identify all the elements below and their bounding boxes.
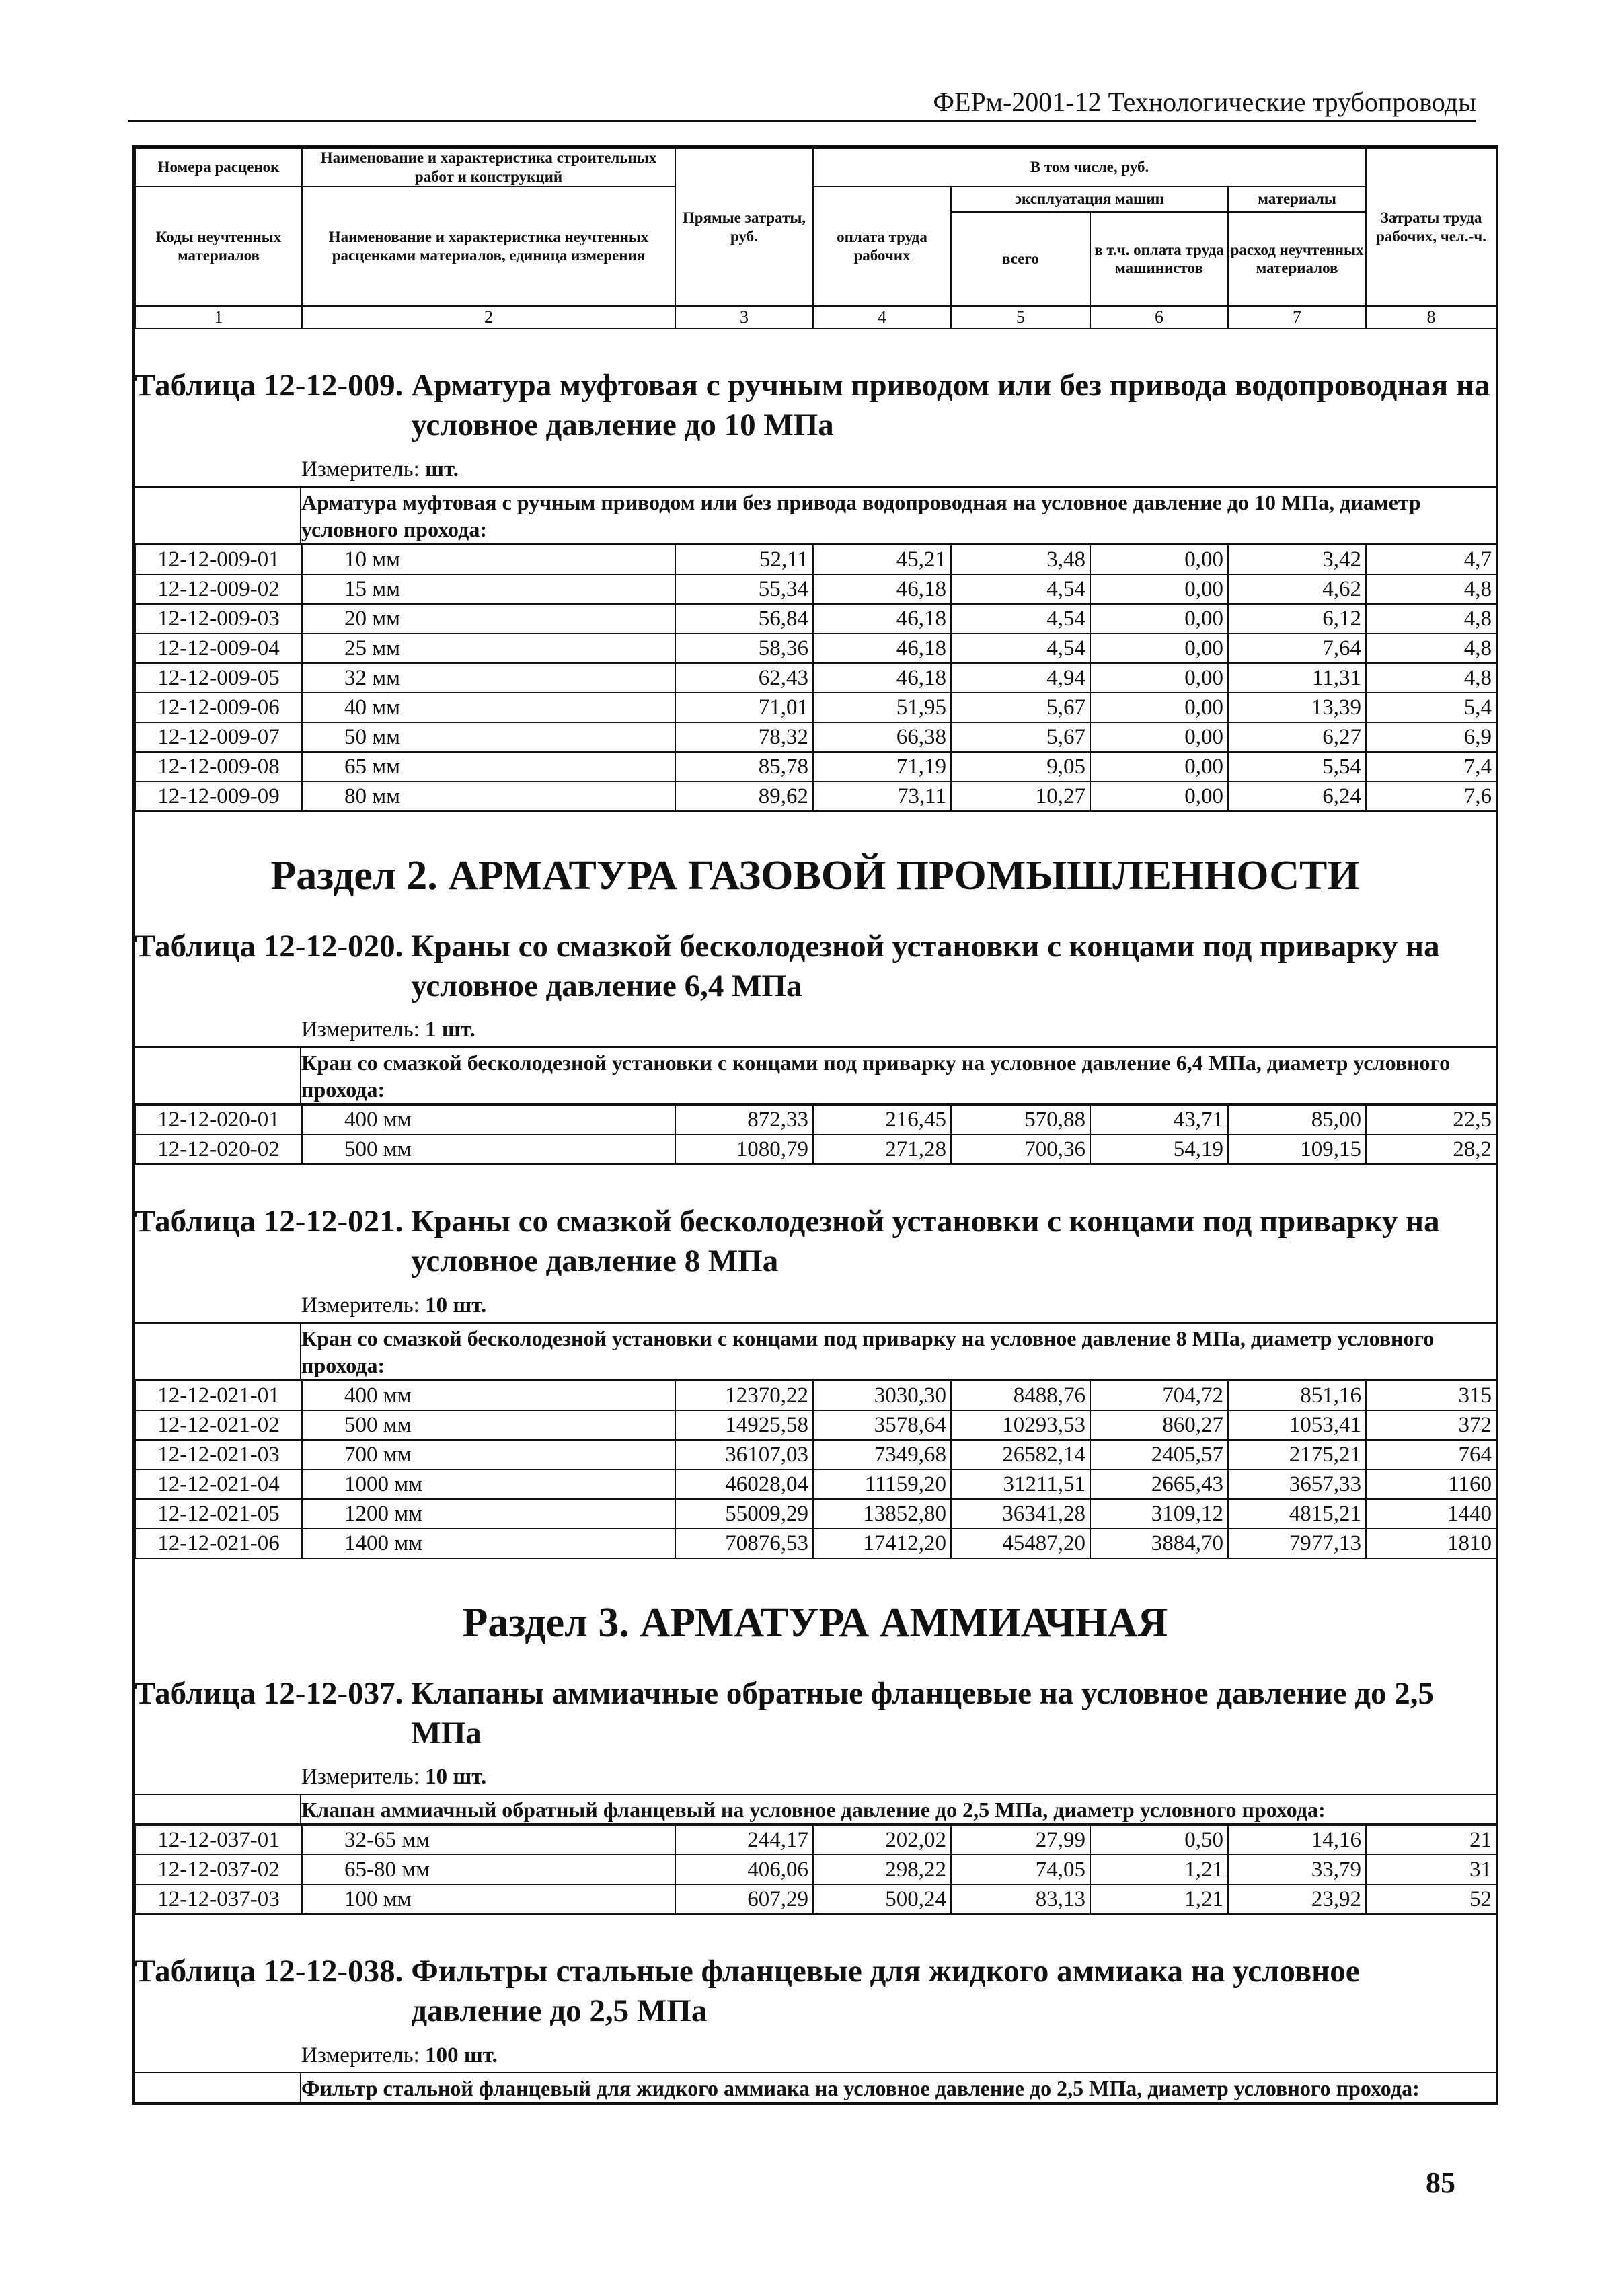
rates-table bbox=[135, 544, 1497, 812]
diameter-cell: 700 мм bbox=[302, 1440, 675, 1469]
document-frame bbox=[132, 145, 1498, 2105]
diameter-cell: 15 мм bbox=[302, 574, 675, 604]
value-cell: 70876,53 bbox=[675, 1529, 813, 1558]
table-title-text: Краны со смазкой бесколодезной установки с концами под приварку на условное давление 6,4 МПа bbox=[411, 928, 1440, 1003]
table-row bbox=[135, 1381, 1496, 1410]
table-row bbox=[135, 1135, 1496, 1164]
value-cell: 10293,53 bbox=[951, 1410, 1090, 1440]
table-number: Таблица 12-12-020. bbox=[135, 928, 404, 964]
value-cell: 83,13 bbox=[951, 1884, 1090, 1914]
rate-code-cell: 12-12-009-05 bbox=[135, 663, 302, 693]
price-table-block bbox=[135, 1915, 1496, 2103]
value-cell: 71,19 bbox=[813, 752, 951, 781]
value-cell: 14925,58 bbox=[675, 1410, 813, 1440]
col-6-header: в т.ч. оплата труда машинистов bbox=[1090, 212, 1228, 306]
table-row bbox=[135, 693, 1496, 722]
diameter-cell: 400 мм bbox=[302, 1105, 675, 1135]
diameter-cell: 1000 мм bbox=[302, 1469, 675, 1499]
rates-table bbox=[135, 1104, 1497, 1165]
diameter-cell: 20 мм bbox=[302, 604, 675, 634]
value-cell: 315 bbox=[1366, 1381, 1496, 1410]
table-number: Таблица 12-12-037. bbox=[135, 1675, 404, 1711]
value-cell: 13852,80 bbox=[813, 1499, 951, 1529]
diameter-cell: 32 мм bbox=[302, 663, 675, 693]
col-8-header: Затраты труда рабочих, чел.-ч. bbox=[1366, 148, 1496, 306]
rate-code-cell: 12-12-009-04 bbox=[135, 634, 302, 663]
measure-label: Измеритель: bbox=[301, 2042, 420, 2067]
value-cell: 700,36 bbox=[951, 1135, 1090, 1164]
diameter-cell: 400 мм bbox=[302, 1381, 675, 1410]
value-cell: 3,42 bbox=[1228, 545, 1366, 574]
rate-code-cell: 12-12-021-06 bbox=[135, 1529, 302, 1558]
group-description: Кран со смазкой бесколодезной установки с концами под приварку на условное давление 6,4 МПа, диаметр условного прохода: bbox=[135, 1046, 1496, 1104]
table-row bbox=[135, 545, 1496, 574]
machines-header: эксплуатация машин bbox=[951, 186, 1228, 212]
col-7-header: расход неучтенных материалов bbox=[1228, 212, 1366, 306]
table-row bbox=[135, 663, 1496, 693]
diameter-cell: 65 мм bbox=[302, 752, 675, 781]
value-cell: 1,21 bbox=[1090, 1855, 1228, 1884]
measure-unit bbox=[135, 2031, 1496, 2072]
value-cell: 0,00 bbox=[1090, 545, 1228, 574]
value-cell: 45487,20 bbox=[951, 1529, 1090, 1558]
measure-label: Измеритель: bbox=[301, 1018, 420, 1042]
measure-value: 100 шт. bbox=[425, 2042, 498, 2067]
value-cell: 1080,79 bbox=[675, 1135, 813, 1164]
value-cell: 3884,70 bbox=[1090, 1529, 1228, 1558]
col-3-header: Прямые затраты, руб. bbox=[675, 148, 813, 306]
group-description: Арматура муфтовая с ручным приводом или без привода водопроводная на условное давление до 10 МПа, диаметр условного прохода: bbox=[135, 486, 1496, 544]
value-cell: 46,18 bbox=[813, 663, 951, 693]
measure-unit bbox=[135, 445, 1496, 486]
table-number: Таблица 12-12-021. bbox=[135, 1204, 404, 1239]
measure-value: 10 шт. bbox=[425, 1765, 487, 1790]
value-cell: 3109,12 bbox=[1090, 1499, 1228, 1529]
measure-value: 1 шт. bbox=[425, 1018, 475, 1042]
table-title bbox=[135, 1647, 1496, 1753]
table-title bbox=[135, 1915, 1496, 2031]
table-row bbox=[135, 574, 1496, 604]
col-number: 6 bbox=[1090, 306, 1228, 328]
value-cell: 55,34 bbox=[675, 574, 813, 604]
table-title-text: Клапаны аммиачные обратные фланцевые на условное давление до 2,5 МПа bbox=[411, 1675, 1435, 1751]
value-cell: 2175,21 bbox=[1228, 1440, 1366, 1469]
value-cell: 46028,04 bbox=[675, 1469, 813, 1499]
value-cell: 54,19 bbox=[1090, 1135, 1228, 1164]
content-blocks bbox=[135, 329, 1496, 2103]
table-row bbox=[135, 722, 1496, 752]
rates-table bbox=[135, 1380, 1497, 1559]
value-cell: 7,6 bbox=[1366, 781, 1496, 811]
table-row bbox=[135, 1469, 1496, 1499]
col-2-top-header: Наименование и характеристика строительных работ и конструкций bbox=[302, 148, 675, 186]
table-number: Таблица 12-12-038. bbox=[135, 1954, 404, 1989]
measure-unit bbox=[135, 1753, 1496, 1794]
rate-code-cell: 12-12-009-03 bbox=[135, 604, 302, 634]
value-cell: 62,43 bbox=[675, 663, 813, 693]
value-cell: 271,28 bbox=[813, 1135, 951, 1164]
table-title-text: Фильтры стальные фланцевые для жидкого аммиака на условное давление до 2,5 МПа bbox=[411, 1954, 1360, 2029]
rate-code-cell: 12-12-021-04 bbox=[135, 1469, 302, 1499]
value-cell: 7977,13 bbox=[1228, 1529, 1366, 1558]
value-cell: 6,9 bbox=[1366, 722, 1496, 752]
rate-code-cell: 12-12-037-01 bbox=[135, 1825, 302, 1855]
measure-value: шт. bbox=[425, 457, 459, 482]
value-cell: 872,33 bbox=[675, 1105, 813, 1135]
value-cell: 11,31 bbox=[1228, 663, 1366, 693]
table-row bbox=[135, 781, 1496, 811]
group-description: Фильтр стальной фланцевый для жидкого аммиака на условное давление до 2,5 МПа, диаметр условного прохода: bbox=[135, 2072, 1496, 2103]
group-description: Кран со смазкой бесколодезной установки с концами под приварку на условное давление 8 МПа, диаметр условного прохода: bbox=[135, 1322, 1496, 1380]
rate-code-cell: 12-12-021-05 bbox=[135, 1499, 302, 1529]
table-row bbox=[135, 1529, 1496, 1558]
measure-label: Измеритель: bbox=[301, 1765, 420, 1790]
materials-header: материалы bbox=[1228, 186, 1366, 212]
value-cell: 851,16 bbox=[1228, 1381, 1366, 1410]
measure-label: Измеритель: bbox=[301, 457, 420, 482]
value-cell: 406,06 bbox=[675, 1855, 813, 1884]
value-cell: 21 bbox=[1366, 1825, 1496, 1855]
value-cell: 26582,14 bbox=[951, 1440, 1090, 1469]
section-title: Раздел 2. АРМАТУРА ГАЗОВОЙ ПРОМЫШЛЕННОСТИ bbox=[270, 852, 1360, 898]
col-number: 7 bbox=[1228, 306, 1366, 328]
value-cell: 56,84 bbox=[675, 604, 813, 634]
table-row bbox=[135, 1855, 1496, 1884]
value-cell: 244,17 bbox=[675, 1825, 813, 1855]
value-cell: 12370,22 bbox=[675, 1381, 813, 1410]
value-cell: 46,18 bbox=[813, 574, 951, 604]
value-cell: 11159,20 bbox=[813, 1469, 951, 1499]
table-row bbox=[135, 1825, 1496, 1855]
value-cell: 66,38 bbox=[813, 722, 951, 752]
value-cell: 0,00 bbox=[1090, 604, 1228, 634]
col-number: 8 bbox=[1366, 306, 1496, 328]
table-row bbox=[135, 604, 1496, 634]
value-cell: 9,05 bbox=[951, 752, 1090, 781]
table-title bbox=[135, 1165, 1496, 1281]
in-total-header: В том числе, руб. bbox=[813, 148, 1366, 186]
table-row bbox=[135, 752, 1496, 781]
price-table-block bbox=[135, 1559, 1496, 1915]
page-number: 85 bbox=[1426, 2166, 1455, 2199]
value-cell: 4815,21 bbox=[1228, 1499, 1366, 1529]
diameter-cell: 50 мм bbox=[302, 722, 675, 752]
value-cell: 31211,51 bbox=[951, 1469, 1090, 1499]
table-row bbox=[135, 634, 1496, 663]
col-number: 5 bbox=[951, 306, 1090, 328]
value-cell: 85,00 bbox=[1228, 1105, 1366, 1135]
value-cell: 31 bbox=[1366, 1855, 1496, 1884]
value-cell: 202,02 bbox=[813, 1825, 951, 1855]
rate-code-cell: 12-12-009-08 bbox=[135, 752, 302, 781]
value-cell: 607,29 bbox=[675, 1884, 813, 1914]
value-cell: 4,54 bbox=[951, 574, 1090, 604]
value-cell: 10,27 bbox=[951, 781, 1090, 811]
table-number: Таблица 12-12-009. bbox=[135, 368, 404, 404]
col-4-header: оплата труда рабочих bbox=[813, 186, 951, 306]
value-cell: 17412,20 bbox=[813, 1529, 951, 1558]
value-cell: 28,2 bbox=[1366, 1135, 1496, 1164]
col-number: 4 bbox=[813, 306, 951, 328]
value-cell: 4,8 bbox=[1366, 604, 1496, 634]
value-cell: 4,8 bbox=[1366, 574, 1496, 604]
col-1-bottom-header: Коды неучтенных материалов bbox=[135, 186, 302, 306]
measure-value: 10 шт. bbox=[425, 1293, 487, 1317]
value-cell: 4,8 bbox=[1366, 663, 1496, 693]
value-cell: 0,00 bbox=[1090, 634, 1228, 663]
diameter-cell: 100 мм bbox=[302, 1884, 675, 1914]
value-cell: 27,99 bbox=[951, 1825, 1090, 1855]
value-cell: 216,45 bbox=[813, 1105, 951, 1135]
value-cell: 78,32 bbox=[675, 722, 813, 752]
value-cell: 71,01 bbox=[675, 693, 813, 722]
value-cell: 7,4 bbox=[1366, 752, 1496, 781]
value-cell: 0,00 bbox=[1090, 781, 1228, 811]
value-cell: 7349,68 bbox=[813, 1440, 951, 1469]
value-cell: 570,88 bbox=[951, 1105, 1090, 1135]
diameter-cell: 500 мм bbox=[302, 1410, 675, 1440]
value-cell: 1440 bbox=[1366, 1499, 1496, 1529]
value-cell: 52,11 bbox=[675, 545, 813, 574]
value-cell: 3,48 bbox=[951, 545, 1090, 574]
value-cell: 52 bbox=[1366, 1884, 1496, 1914]
table-row bbox=[135, 1105, 1496, 1135]
rate-code-cell: 12-12-009-06 bbox=[135, 693, 302, 722]
value-cell: 8488,76 bbox=[951, 1381, 1090, 1410]
value-cell: 764 bbox=[1366, 1440, 1496, 1469]
value-cell: 1053,41 bbox=[1228, 1410, 1366, 1440]
value-cell: 73,11 bbox=[813, 781, 951, 811]
rate-code-cell: 12-12-009-01 bbox=[135, 545, 302, 574]
value-cell: 5,67 bbox=[951, 722, 1090, 752]
table-title-text: Арматура муфтовая с ручным приводом или без привода водопроводная на условное давление до 10 МПа bbox=[411, 368, 1490, 443]
table-row bbox=[135, 1884, 1496, 1914]
col-5-header: всего bbox=[951, 212, 1090, 306]
value-cell: 0,00 bbox=[1090, 574, 1228, 604]
table-row bbox=[135, 1440, 1496, 1469]
rate-code-cell: 12-12-021-02 bbox=[135, 1410, 302, 1440]
measure-unit bbox=[135, 1281, 1496, 1322]
price-table-block bbox=[135, 812, 1496, 1165]
value-cell: 43,71 bbox=[1090, 1105, 1228, 1135]
value-cell: 45,21 bbox=[813, 545, 951, 574]
value-cell: 0,50 bbox=[1090, 1825, 1228, 1855]
value-cell: 4,54 bbox=[951, 604, 1090, 634]
group-description: Клапан аммиачный обратный фланцевый на условное давление до 2,5 МПа, диаметр условного прохода: bbox=[135, 1794, 1496, 1825]
table-row bbox=[135, 1410, 1496, 1440]
value-cell: 14,16 bbox=[1228, 1825, 1366, 1855]
value-cell: 5,54 bbox=[1228, 752, 1366, 781]
diameter-cell: 32-65 мм bbox=[302, 1825, 675, 1855]
running-header: ФЕРм-2001-12 Технологические трубопроводы bbox=[128, 86, 1476, 122]
value-cell: 5,67 bbox=[951, 693, 1090, 722]
rate-code-cell: 12-12-009-09 bbox=[135, 781, 302, 811]
col-2-bottom-header: Наименование и характеристика неучтенных расценками материалов, единица измерения bbox=[302, 186, 675, 306]
value-cell: 36107,03 bbox=[675, 1440, 813, 1469]
value-cell: 23,92 bbox=[1228, 1884, 1366, 1914]
value-cell: 372 bbox=[1366, 1410, 1496, 1440]
value-cell: 89,62 bbox=[675, 781, 813, 811]
value-cell: 58,36 bbox=[675, 634, 813, 663]
value-cell: 0,00 bbox=[1090, 752, 1228, 781]
value-cell: 7,64 bbox=[1228, 634, 1366, 663]
rate-code-cell: 12-12-009-07 bbox=[135, 722, 302, 752]
value-cell: 2665,43 bbox=[1090, 1469, 1228, 1499]
value-cell: 4,62 bbox=[1228, 574, 1366, 604]
measure-unit bbox=[135, 1005, 1496, 1046]
value-cell: 3030,30 bbox=[813, 1381, 951, 1410]
value-cell: 1810 bbox=[1366, 1529, 1496, 1558]
rate-code-cell: 12-12-021-03 bbox=[135, 1440, 302, 1469]
value-cell: 1160 bbox=[1366, 1469, 1496, 1499]
value-cell: 4,54 bbox=[951, 634, 1090, 663]
rate-code-cell: 12-12-020-02 bbox=[135, 1135, 302, 1164]
value-cell: 0,00 bbox=[1090, 722, 1228, 752]
measure-label: Измеритель: bbox=[301, 1293, 420, 1317]
value-cell: 5,4 bbox=[1366, 693, 1496, 722]
value-cell: 22,5 bbox=[1366, 1105, 1496, 1135]
value-cell: 704,72 bbox=[1090, 1381, 1228, 1410]
value-cell: 4,7 bbox=[1366, 545, 1496, 574]
value-cell: 51,95 bbox=[813, 693, 951, 722]
value-cell: 3578,64 bbox=[813, 1410, 951, 1440]
value-cell: 6,12 bbox=[1228, 604, 1366, 634]
column-header-table bbox=[135, 147, 1497, 329]
value-cell: 500,24 bbox=[813, 1884, 951, 1914]
rate-code-cell: 12-12-037-03 bbox=[135, 1884, 302, 1914]
diameter-cell: 40 мм bbox=[302, 693, 675, 722]
rate-code-cell: 12-12-037-02 bbox=[135, 1855, 302, 1884]
value-cell: 4,8 bbox=[1366, 634, 1496, 663]
diameter-cell: 1200 мм bbox=[302, 1499, 675, 1529]
section-title: Раздел 3. АРМАТУРА АММИАЧНАЯ bbox=[462, 1599, 1168, 1646]
diameter-cell: 500 мм bbox=[302, 1135, 675, 1164]
value-cell: 13,39 bbox=[1228, 693, 1366, 722]
value-cell: 46,18 bbox=[813, 604, 951, 634]
value-cell: 55009,29 bbox=[675, 1499, 813, 1529]
diameter-cell: 1400 мм bbox=[302, 1529, 675, 1558]
value-cell: 6,24 bbox=[1228, 781, 1366, 811]
value-cell: 860,27 bbox=[1090, 1410, 1228, 1440]
rate-code-cell: 12-12-020-01 bbox=[135, 1105, 302, 1135]
rate-code-cell: 12-12-009-02 bbox=[135, 574, 302, 604]
value-cell: 0,00 bbox=[1090, 693, 1228, 722]
table-title bbox=[135, 900, 1496, 1006]
value-cell: 36341,28 bbox=[951, 1499, 1090, 1529]
price-table-block bbox=[135, 1165, 1496, 1559]
price-table-block bbox=[135, 329, 1496, 812]
value-cell: 4,94 bbox=[951, 663, 1090, 693]
value-cell: 1,21 bbox=[1090, 1884, 1228, 1914]
col-number: 3 bbox=[675, 306, 813, 328]
rates-table bbox=[135, 1825, 1497, 1915]
value-cell: 3657,33 bbox=[1228, 1469, 1366, 1499]
diameter-cell: 10 мм bbox=[302, 545, 675, 574]
diameter-cell: 65-80 мм bbox=[302, 1855, 675, 1884]
value-cell: 74,05 bbox=[951, 1855, 1090, 1884]
col-1-top-header: Номера расценок bbox=[135, 148, 302, 186]
value-cell: 85,78 bbox=[675, 752, 813, 781]
value-cell: 109,15 bbox=[1228, 1135, 1366, 1164]
table-row bbox=[135, 1499, 1496, 1529]
value-cell: 33,79 bbox=[1228, 1855, 1366, 1884]
diameter-cell: 25 мм bbox=[302, 634, 675, 663]
value-cell: 46,18 bbox=[813, 634, 951, 663]
value-cell: 298,22 bbox=[813, 1855, 951, 1884]
col-number: 2 bbox=[302, 306, 675, 328]
diameter-cell: 80 мм bbox=[302, 781, 675, 811]
value-cell: 2405,57 bbox=[1090, 1440, 1228, 1469]
value-cell: 6,27 bbox=[1228, 722, 1366, 752]
table-title-text: Краны со смазкой бесколодезной установки с концами под приварку на условное давление 8 МПа bbox=[411, 1204, 1440, 1279]
value-cell: 0,00 bbox=[1090, 663, 1228, 693]
table-title bbox=[135, 329, 1496, 445]
rate-code-cell: 12-12-021-01 bbox=[135, 1381, 302, 1410]
col-number: 1 bbox=[135, 306, 302, 328]
